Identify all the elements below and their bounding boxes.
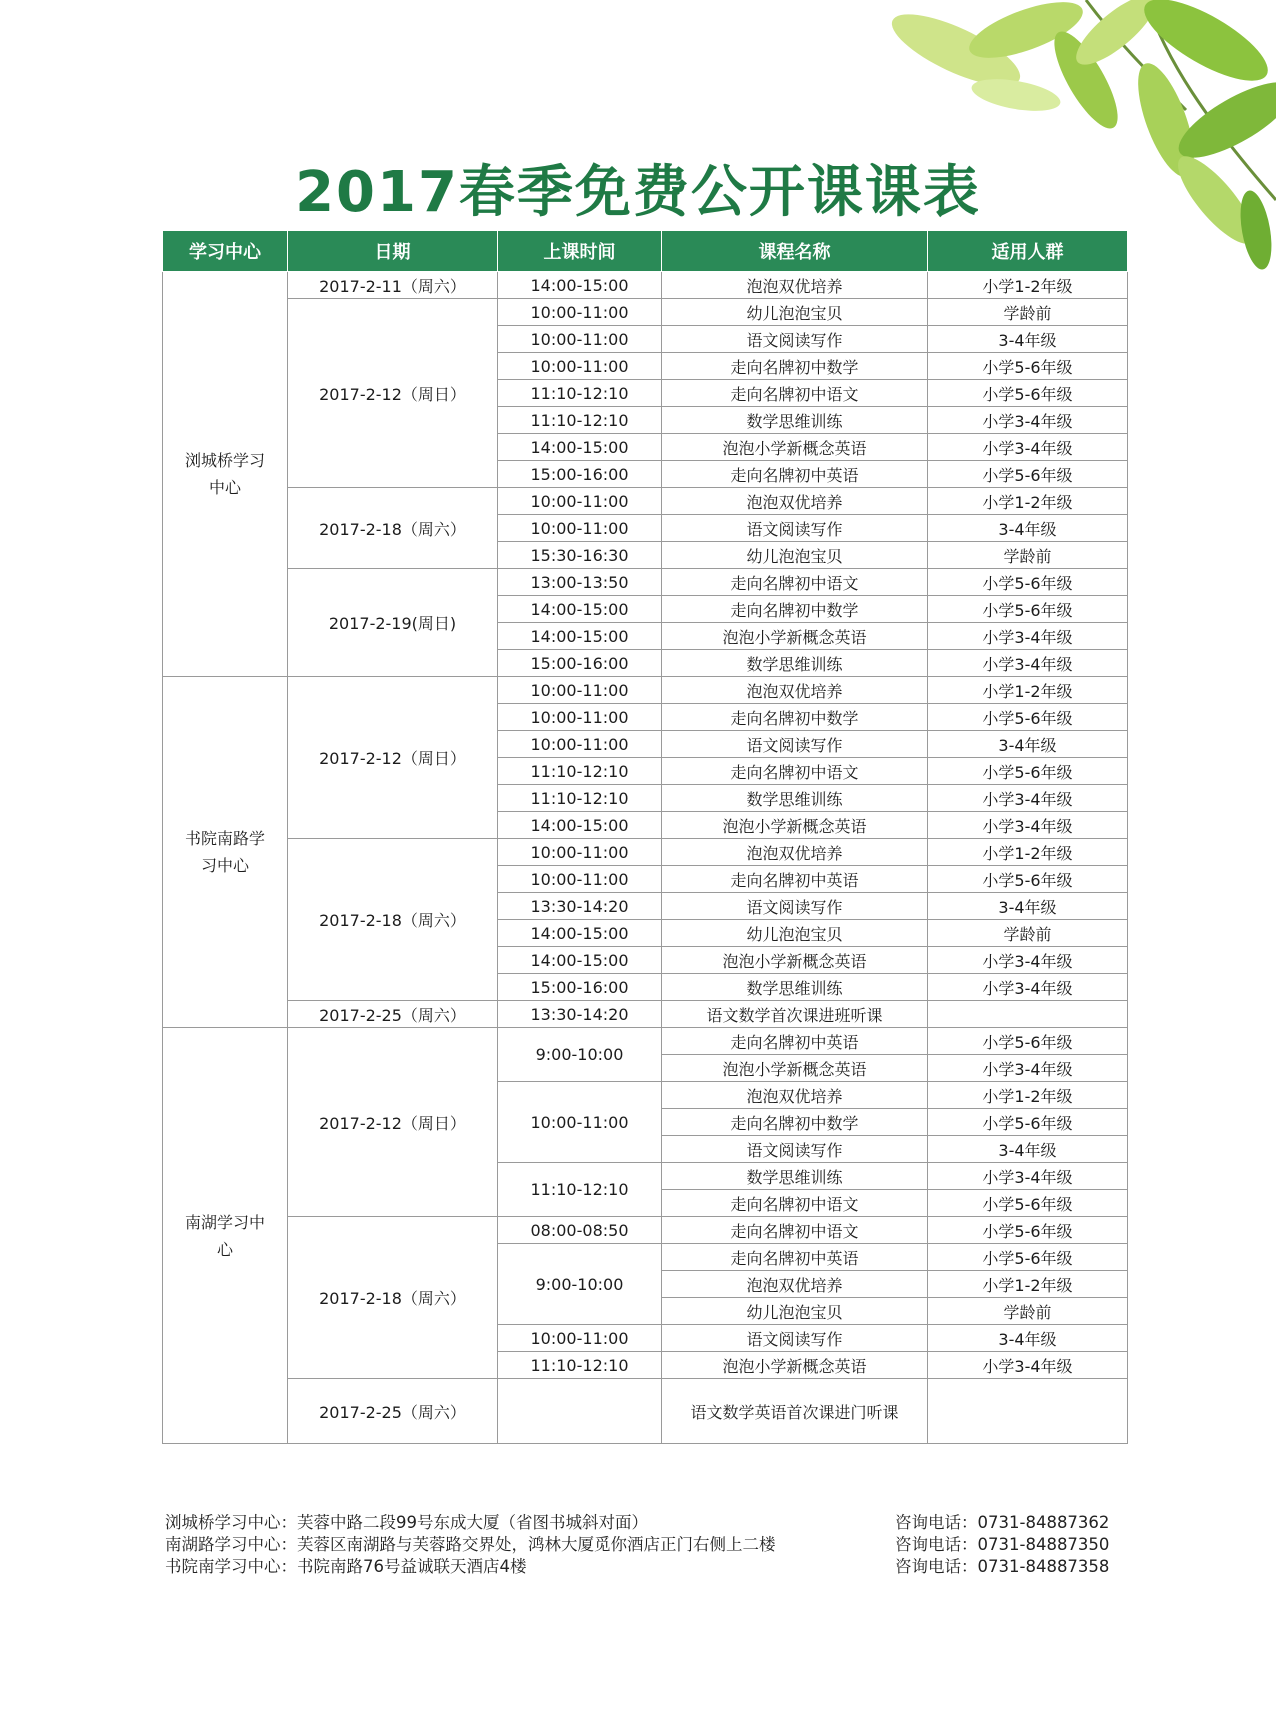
- center-name: 浏城桥学习中心: [184, 451, 265, 497]
- course-cell: 走向名牌初中数学: [662, 353, 928, 380]
- center-name: 书院南路学习中心: [184, 829, 265, 875]
- time-cell: 9:00-10:00: [498, 1028, 662, 1082]
- contact-row: [165, 1534, 1145, 1556]
- date-cell: 2017-2-25（周六）: [288, 1379, 498, 1444]
- group-cell: 小学5-6年级: [928, 1244, 1128, 1271]
- table-header-row: [163, 231, 1128, 272]
- group-cell: 小学5-6年级: [928, 758, 1128, 785]
- course-cell: 语文阅读写作: [662, 1325, 928, 1352]
- course-cell: 数学思维训练: [662, 974, 928, 1001]
- contact-phone: 咨询电话：0731-84887358: [895, 1557, 1110, 1576]
- group-cell: 小学5-6年级: [928, 569, 1128, 596]
- time-cell: 10:00-11:00: [498, 515, 662, 542]
- course-cell: 泡泡小学新概念英语: [662, 1055, 928, 1082]
- contact-phone: 咨询电话：0731-84887350: [895, 1535, 1110, 1554]
- group-cell: 学龄前: [928, 920, 1128, 947]
- course-cell: 泡泡双优培养: [662, 1271, 928, 1298]
- group-cell: 小学3-4年级: [928, 623, 1128, 650]
- course-cell: 泡泡小学新概念英语: [662, 947, 928, 974]
- course-cell: 语文数学首次课进班听课: [662, 1001, 928, 1028]
- time-cell: 10:00-11:00: [498, 866, 662, 893]
- footer-contacts: [165, 1512, 1145, 1578]
- group-cell: 3-4年级: [928, 515, 1128, 542]
- group-cell: 小学3-4年级: [928, 947, 1128, 974]
- date-cell: 2017-2-11（周六）: [288, 272, 498, 299]
- time-cell: 13:00-13:50: [498, 569, 662, 596]
- course-cell: 走向名牌初中数学: [662, 596, 928, 623]
- course-cell: 语文阅读写作: [662, 731, 928, 758]
- course-cell: 幼儿泡泡宝贝: [662, 920, 928, 947]
- group-cell: 3-4年级: [928, 893, 1128, 920]
- time-cell: 15:00-16:00: [498, 461, 662, 488]
- date-cell: 2017-2-12（周日）: [288, 1028, 498, 1217]
- group-cell: 小学5-6年级: [928, 1190, 1128, 1217]
- course-cell: 数学思维训练: [662, 650, 928, 677]
- time-cell: 10:00-11:00: [498, 299, 662, 326]
- course-cell: 走向名牌初中数学: [662, 1109, 928, 1136]
- date-cell: 2017-2-12（周日）: [288, 299, 498, 488]
- time-cell: 10:00-11:00: [498, 731, 662, 758]
- time-cell: 14:00-15:00: [498, 947, 662, 974]
- course-cell: 走向名牌初中语文: [662, 380, 928, 407]
- date-cell: 2017-2-25（周六）: [288, 1001, 498, 1028]
- center-cell: [163, 272, 288, 677]
- group-cell: 小学5-6年级: [928, 380, 1128, 407]
- course-cell: 走向名牌初中数学: [662, 704, 928, 731]
- time-cell: 9:00-10:00: [498, 1244, 662, 1325]
- course-cell: 走向名牌初中语文: [662, 758, 928, 785]
- course-cell: 泡泡双优培养: [662, 488, 928, 515]
- table-row: [163, 677, 1128, 704]
- table-row: [163, 1379, 1128, 1444]
- schedule-table: [162, 230, 1128, 1444]
- date-cell: 2017-2-18（周六）: [288, 488, 498, 569]
- course-cell: 幼儿泡泡宝贝: [662, 1298, 928, 1325]
- course-cell: 数学思维训练: [662, 1163, 928, 1190]
- course-cell: 语文数学英语首次课进门听课: [662, 1379, 928, 1444]
- group-cell: 3-4年级: [928, 1325, 1128, 1352]
- course-cell: 泡泡小学新概念英语: [662, 812, 928, 839]
- time-cell: 10:00-11:00: [498, 1325, 662, 1352]
- header-center: 学习中心: [163, 231, 288, 272]
- time-cell: 14:00-15:00: [498, 812, 662, 839]
- course-cell: 走向名牌初中英语: [662, 461, 928, 488]
- table-row: [163, 488, 1128, 515]
- course-cell: 泡泡双优培养: [662, 839, 928, 866]
- table-row: [163, 569, 1128, 596]
- group-cell: 3-4年级: [928, 1136, 1128, 1163]
- time-cell: 13:30-14:20: [498, 893, 662, 920]
- time-cell: 11:10-12:10: [498, 1163, 662, 1217]
- group-cell: 学龄前: [928, 1298, 1128, 1325]
- time-cell: 11:10-12:10: [498, 380, 662, 407]
- group-cell: 小学5-6年级: [928, 866, 1128, 893]
- group-cell: 小学3-4年级: [928, 407, 1128, 434]
- group-cell: 学龄前: [928, 542, 1128, 569]
- contact-address: 书院南学习中心：书院南路76号益诚联天酒店4楼: [165, 1557, 527, 1576]
- time-cell: 10:00-11:00: [498, 839, 662, 866]
- course-cell: 幼儿泡泡宝贝: [662, 299, 928, 326]
- course-cell: 泡泡双优培养: [662, 677, 928, 704]
- course-cell: 幼儿泡泡宝贝: [662, 542, 928, 569]
- group-cell: 小学5-6年级: [928, 461, 1128, 488]
- time-cell: 10:00-11:00: [498, 326, 662, 353]
- time-cell: 10:00-11:00: [498, 488, 662, 515]
- time-cell: 14:00-15:00: [498, 920, 662, 947]
- time-cell: 10:00-11:00: [498, 353, 662, 380]
- date-cell: 2017-2-18（周六）: [288, 1217, 498, 1379]
- group-cell: 小学1-2年级: [928, 488, 1128, 515]
- group-cell: 小学3-4年级: [928, 650, 1128, 677]
- group-cell: 小学5-6年级: [928, 704, 1128, 731]
- course-cell: 走向名牌初中语文: [662, 569, 928, 596]
- time-cell: 15:30-16:30: [498, 542, 662, 569]
- time-cell: [498, 1379, 662, 1444]
- time-cell: 11:10-12:10: [498, 758, 662, 785]
- table-row: [163, 299, 1128, 326]
- table-row: [163, 1001, 1128, 1028]
- header-course: 课程名称: [662, 231, 928, 272]
- date-cell: 2017-2-18（周六）: [288, 839, 498, 1001]
- group-cell: 小学3-4年级: [928, 1163, 1128, 1190]
- group-cell: 小学1-2年级: [928, 1082, 1128, 1109]
- time-cell: 14:00-15:00: [498, 434, 662, 461]
- time-cell: 11:10-12:10: [498, 407, 662, 434]
- course-cell: 数学思维训练: [662, 407, 928, 434]
- time-cell: 14:00-15:00: [498, 623, 662, 650]
- course-cell: 数学思维训练: [662, 785, 928, 812]
- time-cell: 11:10-12:10: [498, 785, 662, 812]
- contact-row: [165, 1512, 1145, 1534]
- course-cell: 泡泡双优培养: [662, 1082, 928, 1109]
- group-cell: 学龄前: [928, 299, 1128, 326]
- time-cell: 13:30-14:20: [498, 1001, 662, 1028]
- page-title: 2017春季免费公开课课表: [295, 160, 981, 225]
- group-cell: [928, 1001, 1128, 1028]
- center-cell: [163, 677, 288, 1028]
- center-cell: [163, 1028, 288, 1444]
- group-cell: 3-4年级: [928, 731, 1128, 758]
- table-row: [163, 1028, 1128, 1055]
- course-cell: 语文阅读写作: [662, 515, 928, 542]
- group-cell: 小学5-6年级: [928, 1028, 1128, 1055]
- group-cell: 小学3-4年级: [928, 785, 1128, 812]
- group-cell: 小学1-2年级: [928, 1271, 1128, 1298]
- time-cell: 14:00-15:00: [498, 596, 662, 623]
- contact-address: 浏城桥学习中心：芙蓉中路二段99号东成大厦（省图书城斜对面）: [165, 1513, 648, 1532]
- time-cell: 10:00-11:00: [498, 1082, 662, 1163]
- group-cell: 小学1-2年级: [928, 839, 1128, 866]
- group-cell: [928, 1379, 1128, 1444]
- group-cell: 小学5-6年级: [928, 1109, 1128, 1136]
- course-cell: 泡泡小学新概念英语: [662, 623, 928, 650]
- time-cell: 14:00-15:00: [498, 272, 662, 299]
- course-cell: 走向名牌初中英语: [662, 1028, 928, 1055]
- group-cell: 小学3-4年级: [928, 812, 1128, 839]
- course-cell: 走向名牌初中英语: [662, 1244, 928, 1271]
- contact-address: 南湖路学习中心：芙蓉区南湖路与芙蓉路交界处，鸿林大厦觅你酒店正门右侧上二楼: [165, 1535, 776, 1554]
- course-cell: 语文阅读写作: [662, 1136, 928, 1163]
- course-cell: 泡泡小学新概念英语: [662, 1352, 928, 1379]
- time-cell: 08:00-08:50: [498, 1217, 662, 1244]
- header-time: 上课时间: [498, 231, 662, 272]
- course-cell: 泡泡小学新概念英语: [662, 434, 928, 461]
- course-cell: 走向名牌初中语文: [662, 1190, 928, 1217]
- table-row: [163, 1217, 1128, 1244]
- course-cell: 泡泡双优培养: [662, 272, 928, 299]
- group-cell: 小学5-6年级: [928, 1217, 1128, 1244]
- time-cell: 10:00-11:00: [498, 704, 662, 731]
- group-cell: 小学5-6年级: [928, 353, 1128, 380]
- table-row: [163, 839, 1128, 866]
- course-cell: 走向名牌初中语文: [662, 1217, 928, 1244]
- group-cell: 小学3-4年级: [928, 1352, 1128, 1379]
- time-cell: 15:00-16:00: [498, 974, 662, 1001]
- date-cell: 2017-2-12（周日）: [288, 677, 498, 839]
- header-date: 日期: [288, 231, 498, 272]
- group-cell: 小学3-4年级: [928, 974, 1128, 1001]
- course-cell: 走向名牌初中英语: [662, 866, 928, 893]
- group-cell: 小学1-2年级: [928, 677, 1128, 704]
- schedule-body: [163, 272, 1128, 1444]
- contact-phone: 咨询电话：0731-84887362: [895, 1513, 1110, 1532]
- course-cell: 语文阅读写作: [662, 326, 928, 353]
- table-row: [163, 272, 1128, 299]
- group-cell: 小学3-4年级: [928, 434, 1128, 461]
- header-group: 适用人群: [928, 231, 1128, 272]
- course-cell: 语文阅读写作: [662, 893, 928, 920]
- group-cell: 小学1-2年级: [928, 272, 1128, 299]
- time-cell: 10:00-11:00: [498, 677, 662, 704]
- group-cell: 小学3-4年级: [928, 1055, 1128, 1082]
- group-cell: 3-4年级: [928, 326, 1128, 353]
- contact-row: [165, 1556, 1145, 1578]
- date-cell: 2017-2-19(周日): [288, 569, 498, 677]
- time-cell: 11:10-12:10: [498, 1352, 662, 1379]
- center-name: 南湖学习中心: [184, 1212, 265, 1259]
- group-cell: 小学5-6年级: [928, 596, 1128, 623]
- time-cell: 15:00-16:00: [498, 650, 662, 677]
